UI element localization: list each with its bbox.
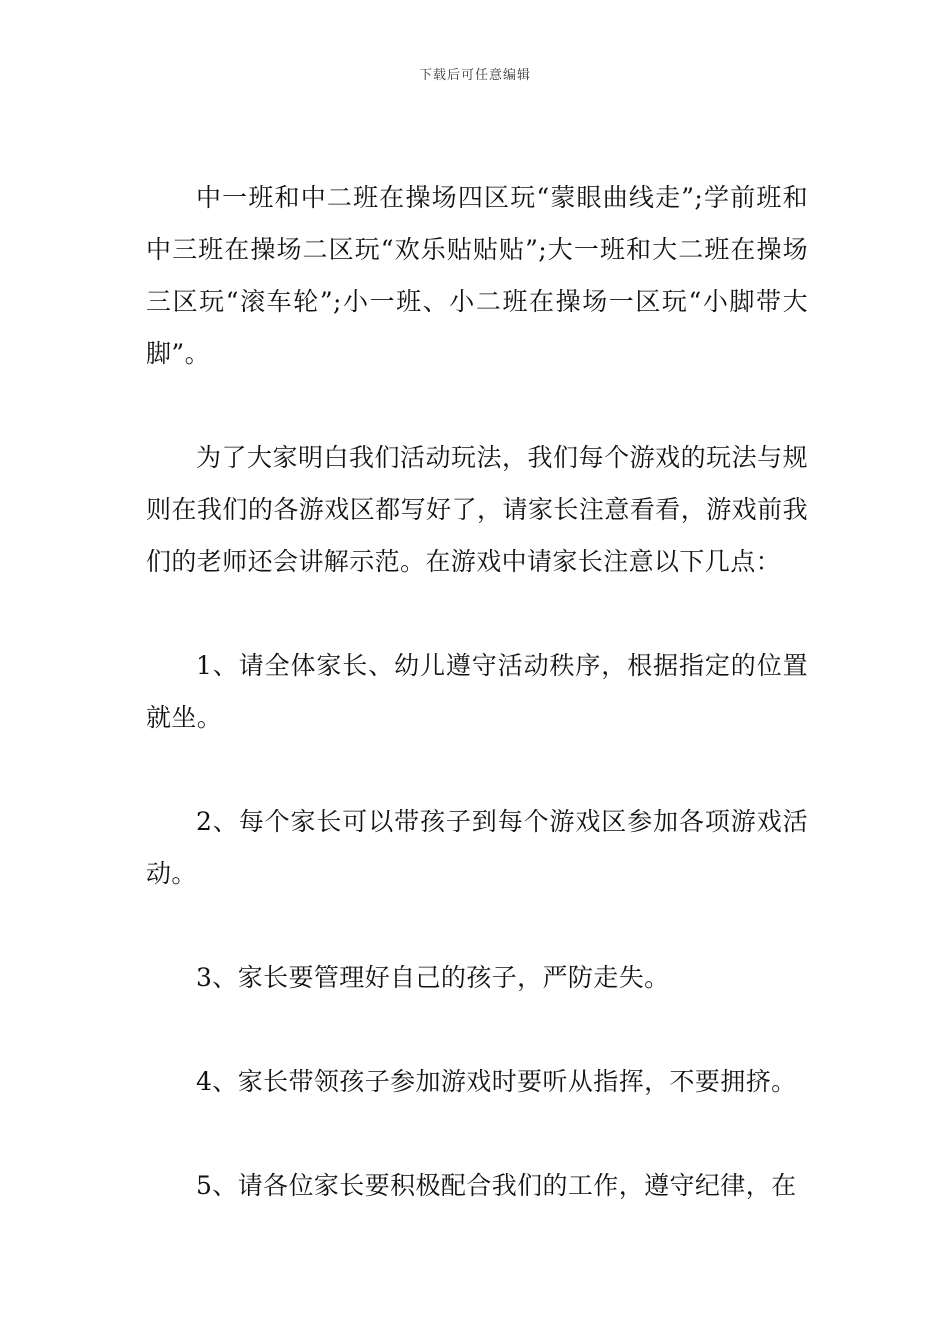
page-header: 下载后可任意编辑 (418, 68, 531, 83)
paragraph-rule-1: 1、请全体家长、幼儿遵守活动秩序，根据指定的位置就坐。 (146, 651, 808, 732)
paragraph-rule-5: 5、请各位家长要积极配合我们的工作，遵守纪律，在 (196, 1171, 797, 1200)
paragraph-rule-3: 3、家长要管理好自己的孩子，严防走失。 (196, 963, 670, 992)
paragraph-rule-2: 2、每个家长可以带孩子到每个游戏区参加各项游戏活动。 (146, 807, 808, 888)
paragraph-rules-intro: 为了大家明白我们活动玩法，我们每个游戏的玩法与规则在我们的各游戏区都写好了，请家长注意看看，游戏前我们的老师还会讲解示范。在游戏中请家长注意以下几点： (146, 443, 808, 576)
paragraph-game-areas: 中一班和中二班在操场四区玩“蒙眼曲线走”;学前班和中三班在操场二区玩“欢乐贴贴贴”;大一班和大二班在操场三区玩“滚车轮”;小一班、小二班在操场一区玩“小脚带大脚”。 (146, 183, 808, 368)
document-body (146, 172, 808, 1264)
paragraph-rule-4: 4、家长带领孩子参加游戏时要听从指挥，不要拥挤。 (196, 1067, 797, 1096)
